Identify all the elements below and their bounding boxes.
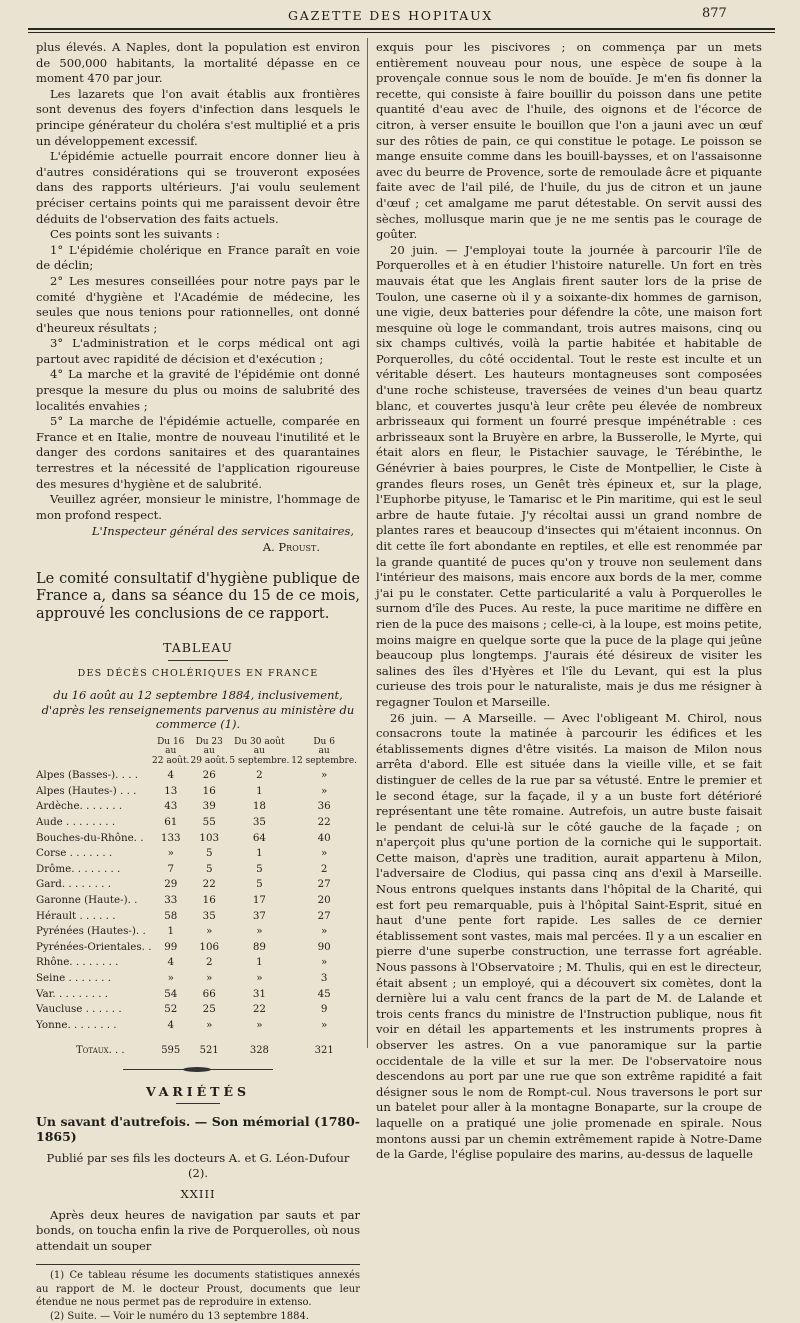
value-cell: » <box>206 1018 213 1031</box>
column-header-line: Du 6 <box>313 736 335 747</box>
department-cell: Corse . . . . . . . <box>36 847 113 860</box>
section-separator <box>123 1069 273 1070</box>
column-divider <box>367 38 368 1048</box>
cholera-deaths-table <box>36 738 358 1059</box>
value-cell: 13 <box>164 784 178 797</box>
value-cell: » <box>320 1018 328 1031</box>
paragraph: 20 juin. — J'employai toute la journée à parcourir l'île de Porquerolles et à en étudier l'histoire naturelle. Un fort en très mauvais état que les Anglais firent sauter lors de la prise de Toulon, une caserne où il y a soixante-dix hommes de garnison, une vigie, deux batteries pour défendre la côte, une maison fort mesquine où loge le commandant, trois autres maisons, cinq ou six champs cultivés, voilà la partie habitée et habitable de Porquerolles, du côté occidental. Tout le reste est inculte et un véritable désert. Les hauteurs montagneuses sont composées d'une roche schisteuse, traversées de veines d'un beau quartz blanc, et couvertes jusqu'à leur crête peu élevée de nombreux arbrisseaux qui forment un fourré presque impénétrable : ces arbrisseaux sont la Bruyère en arbre, la Busserolle, le Myrte, qui était alors en fleur, le Pistachier sauvage, le Térébinthe, le Génévrier à baies pourpres, le Ciste de Montpellier, le Ciste à grandes fleurs roses, un Genêt très épineux et, sur la plage, l'Euphorbe pityuse, le Tamarisc et le Pin maritime, qui est le seul arbre de haute futaie. J'y récoltai aussi un grand nombre de plantes rares et beaucoup d'insectes qui m'étaient inconnus. On dit cette île fort abondante en reptiles, et elle est renommée par la grande quantité de puces qu'on y trouve non seulement dans l'intérieur des maisons, mais encore aux bords de la mer, comme j'ai pu le constater. Cette particularité a valu à Porquerolles le surnom d'île des Puces. Au reste, la puce maritime ne diffère en rien de la puce des maisons ; celle-ci, à la loupe, est moins petite, moins maigre en quelque sorte que la puce de la plage qui jeûne beaucoup plus longtemps. J'aurais été désireux de visiter les salines des îles d'Hyères et l'île du Levant, qui est la plus curieuse des trois pour le naturaliste, mais je dus me résigner à regagner Toulon et Marseille. <box>376 242 762 709</box>
value-cell: 55 <box>202 816 216 829</box>
value-cell: 45 <box>317 987 331 1000</box>
table-row <box>36 815 358 831</box>
value-cell: » <box>320 956 328 969</box>
total-cell: 521 <box>199 1045 219 1057</box>
department-cell: Bouches-du-Rhône. . <box>36 831 144 844</box>
paragraph: Les lazarets que l'on avait établis aux frontières sont devenus des foyers d'infection dans lesquels le principe générateur du choléra s'est multiplié et a pris un développement excessif. <box>36 86 360 148</box>
value-cell: 29 <box>164 878 178 891</box>
total-cell: 595 <box>161 1045 181 1057</box>
value-cell: » <box>320 925 328 938</box>
value-cell: 58 <box>164 909 178 922</box>
value-cell: 4 <box>167 769 175 782</box>
value-cell: 90 <box>317 940 331 953</box>
paragraph: Veuillez agréer, monsieur le ministre, l'hommage de mon profond respect. <box>36 492 360 522</box>
department-cell: Gard. . . . . . . . <box>36 878 111 891</box>
journal-title: GAZETTE DES HOPITAUX <box>288 8 494 23</box>
header-rule-thin <box>28 32 775 33</box>
divider <box>168 660 228 661</box>
table-row <box>36 924 358 940</box>
table-row <box>36 1002 358 1018</box>
article-byline: Publié par ses fils les docteurs A. et G. Léon-Dufour (2). <box>46 1150 350 1181</box>
column-header-line: au <box>253 746 265 757</box>
value-cell: 43 <box>164 800 178 813</box>
divider <box>176 1103 220 1104</box>
value-cell: 16 <box>202 894 216 907</box>
value-cell: 25 <box>202 1003 216 1016</box>
value-cell: 22 <box>202 878 216 891</box>
chapter-number: XXIII <box>180 1186 216 1201</box>
value-cell: 9 <box>320 1003 328 1016</box>
department-cell: Rhône. . . . . . . . <box>36 956 119 969</box>
value-cell: » <box>256 1018 263 1031</box>
value-cell: 16 <box>202 784 216 797</box>
value-cell: 18 <box>252 800 266 813</box>
column-header-line: 22 août. <box>152 755 190 766</box>
department-cell: Yonne. . . . . . . . <box>36 1018 117 1031</box>
value-cell: 27 <box>317 909 331 922</box>
list-item: 3° L'administration et le corps médical ont agi partout avec rapidité de décision et d'exécution ; <box>36 336 360 366</box>
value-cell: » <box>256 972 263 984</box>
column-header-line: Du 23 <box>195 736 223 747</box>
value-cell: 36 <box>317 800 331 813</box>
comite-notice: Le comité consultatif d'hygiène publique de France a, dans sa séance du 15 de ce mois, approuvé les conclusions de ce rapport. <box>36 570 360 622</box>
department-cell: Hérault . . . . . . <box>36 909 116 922</box>
value-cell: 89 <box>252 940 266 953</box>
page-header <box>0 6 800 26</box>
column-header-line: 5 septembre. <box>229 755 290 766</box>
value-cell: 5 <box>205 847 213 860</box>
column-header-line: Du 16 <box>157 736 185 747</box>
value-cell: 20 <box>317 894 331 907</box>
table-row <box>36 799 358 815</box>
table-header-row <box>36 738 358 769</box>
table-row <box>36 1018 358 1034</box>
table-row <box>36 955 358 971</box>
value-cell: 2 <box>205 956 213 969</box>
value-cell: 33 <box>164 894 178 907</box>
value-cell: 39 <box>202 800 216 813</box>
table-row <box>36 784 358 800</box>
value-cell: 1 <box>167 925 175 938</box>
page-number: 877 <box>702 6 727 21</box>
paragraph: Après deux heures de navigation par sauts et par bonds, on toucha enfin la rive de Porquerolles, où nous attendait un souper <box>36 1207 360 1253</box>
paragraph: Ces points sont les suivants : <box>50 227 220 242</box>
paragraph: L'épidémie actuelle pourrait encore donner lieu à d'autres considérations qui se trouveront exposées dans des rapports ultérieurs. J'ai voulu seulement préciser certains points qui me paraissent devoir être déduits de l'observation des faits actuels. <box>36 149 360 226</box>
value-cell: 22 <box>252 1003 266 1016</box>
column-header-line: 29 août. <box>190 755 228 766</box>
department-cell: Alpes (Basses-). . . . <box>36 769 139 782</box>
table-row <box>36 768 358 784</box>
value-cell: 5 <box>205 862 213 875</box>
paragraph: 26 juin. — A Marseille. — Avec l'obligeant M. Chirol, nous consacrons toute la matinée à parcourir les édifices et les établissements dignes d'être visités. La maison de Milon nous arrêta d'abord. Elle est située dans la vieille ville, et se fait distinguer de celles de la rue par sa vétusté. Entre le premier et le second étage, sur la façade, il y a un buste fort détérioré représentant une tête romaine. Autrefois, un autre buste faisait le pendant de celui-là sur le côté gauche de la façade ; on n'aperçoit plus qu'une portion de la corniche qui le supportait. Cette maison, d'après une tradition, aurait appartenu à Milon, l'adversaire de Clodius, qui passa cinq ans d'exil à Marseille. Nous entrons quelques instants dans l'hôpital de la Charité, qui est fort peu remarquable, puis à l'hôpital Saint-Esprit, situé en haut d'une pente fort rapide. Les salles de ce dernier établissement sont vastes, mais mal percées. Il y a un escalier en pierre d'une superbe construction, une terrasse fort agréable. Nous passons à l'Observatoire ; M. Thulis, qui en est le directeur, était absent ; un employé, qui a découvert six comètes, dont la dernière lui a valu cent francs de la part de M. de Lalande et trois cents francs du ministre de l'Instruction publique, nous fit voir en détail les appartements et les instruments propres à observer les astres. On a vue panoramique sur la partie occidentale de la ville et sur la mer. De l'observatoire nous descendons au port par une rue que son extrême rapidité a fait désigner sous le nom de Rompt-cul. Nous traversons le port sur un batelet pour aller à la montagne Bonaparte, sur la croupe de laquelle on a pratiqué une jolie promenade en spirale. Nous montons aussi par un chemin extrêmement rapide à Notre-Dame de la Garde, l'église populaire des marins, au-dessus de laquelle <box>376 710 762 1162</box>
value-cell: 1 <box>256 847 263 860</box>
column-header <box>152 738 190 769</box>
column-header-line: au <box>203 746 215 757</box>
value-cell: » <box>256 925 263 938</box>
table-row <box>36 971 358 987</box>
totals-row <box>36 1033 358 1059</box>
value-cell: 7 <box>167 862 175 875</box>
footnote-rule <box>36 1264 360 1265</box>
value-cell: 5 <box>256 862 263 875</box>
department-cell: Vaucluse . . . . . . <box>36 1003 122 1016</box>
table-row <box>36 893 358 909</box>
footnote: (1) Ce tableau résume les documents statistiques annexés au rapport de M. le docteur Proust, documents que leur étendue ne nous permet pas de reproduire in extenso. <box>36 1270 360 1309</box>
value-cell: 17 <box>252 894 266 907</box>
department-cell: Garonne (Haute-). . <box>36 894 138 907</box>
department-cell: Seine . . . . . . . <box>36 972 111 984</box>
list-item: 4° La marche et la gravité de l'épidémie ont donné presque la mesure du plus ou moins de salubrité des localités envahies ; <box>36 367 360 413</box>
value-cell: 52 <box>164 1003 178 1016</box>
column-header <box>228 738 290 769</box>
value-cell: 22 <box>317 816 331 829</box>
footnote: (2) Suite. — Voir le numéro du 13 septembre 1884. <box>50 1310 310 1322</box>
totals-label: Totaux. . . <box>76 1045 125 1057</box>
value-cell: 99 <box>164 940 178 953</box>
value-cell: 4 <box>167 956 175 969</box>
department-cell: Var. . . . . . . . . <box>36 987 109 1000</box>
table-row <box>36 877 358 893</box>
department-cell: Drôme. . . . . . . . <box>36 862 121 875</box>
table-row <box>36 831 358 847</box>
list-item: 1° L'épidémie cholérique en France paraît en voie de déclin; <box>36 242 360 273</box>
value-cell: 64 <box>252 831 266 844</box>
value-cell: 1 <box>256 956 263 969</box>
value-cell: 35 <box>202 909 216 922</box>
table-row <box>36 909 358 925</box>
column-header <box>190 738 228 769</box>
value-cell: 27 <box>317 878 331 891</box>
signature-name: A. Proust. <box>262 540 320 554</box>
list-item: 2° Les mesures conseillées pour notre pays par le comité d'hygiène et l'Académie de médecine, les seules que nous tenions pour rationnelles, ont donné d'heureux résultats ; <box>36 273 360 335</box>
table-row <box>36 987 358 1003</box>
department-cell: Aude . . . . . . . . <box>36 816 116 829</box>
value-cell: 61 <box>164 816 178 829</box>
value-cell: 40 <box>317 831 331 844</box>
value-cell: 2 <box>320 862 328 875</box>
value-cell: » <box>320 784 328 797</box>
value-cell: 106 <box>199 940 220 953</box>
table-body <box>36 768 358 1059</box>
value-cell: » <box>167 847 174 860</box>
value-cell: 31 <box>252 987 266 1000</box>
value-cell: » <box>206 972 213 984</box>
department-cell: Pyrénées (Hautes-). . <box>36 925 146 938</box>
column-header <box>290 738 358 769</box>
article-title: Un savant d'autrefois. — Son mémorial (1780-1865) <box>36 1113 360 1145</box>
table-subheading: DES DÉCÈS CHOLÉRIQUES EN FRANCE <box>77 667 319 679</box>
signature-title: L'Inspecteur général des services sanitaires, <box>91 524 354 539</box>
value-cell: » <box>167 972 174 984</box>
value-cell: » <box>320 769 328 782</box>
column-header-line: au <box>318 746 330 757</box>
department-cell: Alpes (Hautes-) . . . <box>36 784 137 797</box>
value-cell: 3 <box>320 972 328 984</box>
total-cell: 321 <box>314 1045 334 1057</box>
header-rule <box>28 28 775 30</box>
paragraph: exquis pour les piscivores ; on commença par un mets entièrement nouveau pour nous, une espèce de soupe à la provençale connue sous le nom de bouïde. Je m'en fis donner la recette, qui consiste à faire bouillir du poisson dans une petite quantité d'eau avec de l'huile, des oignons et de l'écorce de citron, à verser ensuite le bouillon que l'on a jauni avec un œuf sur des rôties de pain, ce qui constitue le potage. Le poisson se mange ensuite comme dans les bouill-baysses, et on l'assaisonne avec du beurre de Provence, sorte de remoulade âcre et piquante faite avec de l'ail pilé, de l'huile, du jus de citron et un jaune d'œuf ; cet amalgame me parut détestable. On servit aussi des sèches, mollusque marin que je ne me sentis pas le courage de goûter. <box>376 40 762 242</box>
department-cell: Ardèche. . . . . . . <box>36 800 123 813</box>
value-cell: 1 <box>256 784 263 797</box>
value-cell: 54 <box>164 987 178 1000</box>
value-cell: 2 <box>256 769 263 782</box>
table-row <box>36 846 358 862</box>
value-cell: 66 <box>202 987 216 1000</box>
paragraph: plus élevés. A Naples, dont la population est environ de 500,000 habitants, la mortalité dépasse en ce moment 470 par jour. <box>36 40 360 86</box>
value-cell: 26 <box>202 769 216 782</box>
varietes-heading: VARIÉTÉS <box>145 1083 251 1099</box>
value-cell: 103 <box>199 831 220 844</box>
total-cell: 328 <box>249 1045 269 1057</box>
column-header-line: au <box>165 746 177 757</box>
table-heading: TABLEAU <box>163 640 233 656</box>
list-item: 5° La marche de l'épidémie actuelle, comparée en France et en Italie, montre de nouveau l'inutilité et le danger des cordons sanitaires et des quarantaines terrestres et la nécessité de l'application rigoureuse des mesures d'hygiène et de salubrité. <box>36 414 360 491</box>
value-cell: 35 <box>252 816 266 829</box>
dept-header <box>36 738 152 769</box>
table-row <box>36 862 358 878</box>
value-cell: 4 <box>167 1018 175 1031</box>
right-column <box>376 40 762 1163</box>
value-cell: 133 <box>160 831 181 844</box>
table-row <box>36 940 358 956</box>
value-cell: 37 <box>252 909 266 922</box>
value-cell: 5 <box>256 878 263 891</box>
table-caption: du 16 août au 12 septembre 1884, inclusivement, d'après les renseignements parvenus au ministère du commerce (1). <box>41 688 355 732</box>
department-cell: Pyrénées-Orientales. . <box>36 940 152 953</box>
left-column <box>36 40 360 1323</box>
column-header-line: 12 septembre. <box>291 755 358 766</box>
value-cell: » <box>320 847 328 860</box>
column-header-line: Du 30 août <box>234 736 285 747</box>
value-cell: » <box>206 925 213 938</box>
